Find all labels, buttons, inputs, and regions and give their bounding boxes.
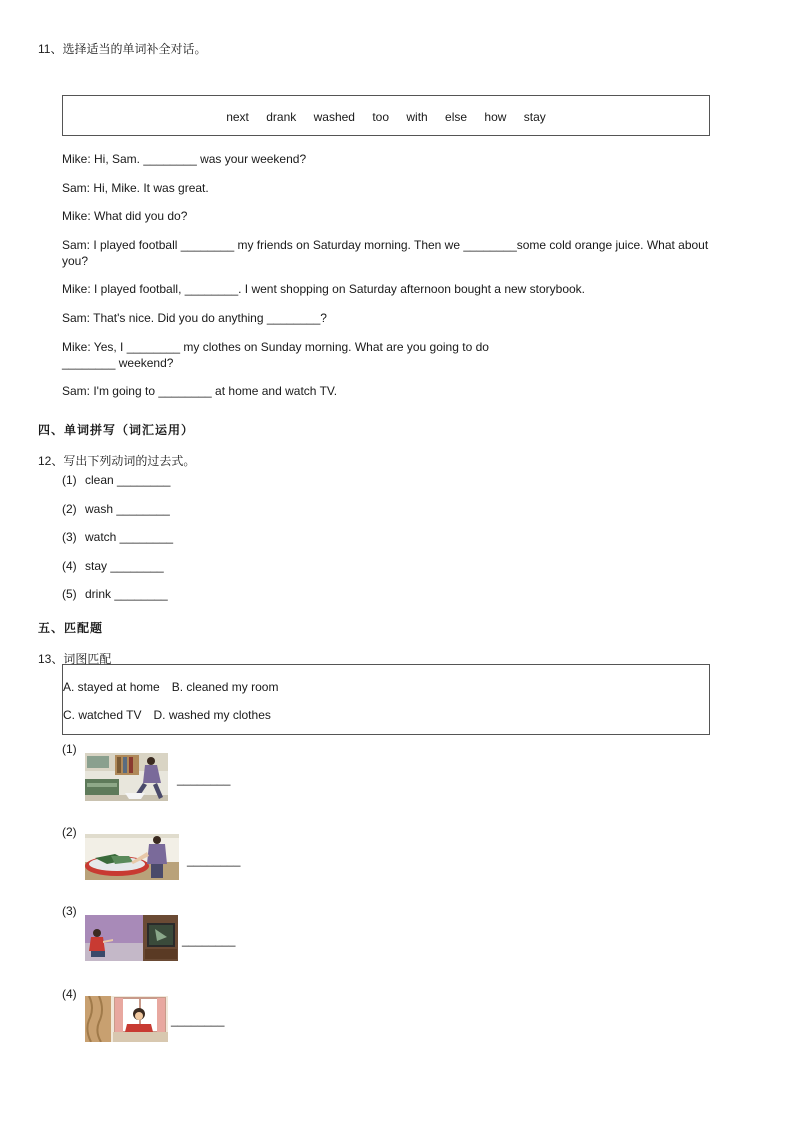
item-number: (3): [62, 530, 77, 544]
option-b: B. cleaned my room: [171, 680, 279, 694]
dialogue-line: Sam: Hi, Mike. It was great.: [62, 181, 209, 195]
option-c: C. watched TV: [63, 708, 142, 722]
word-bank-item: next: [226, 110, 249, 124]
options-row: [63, 708, 271, 722]
dialogue-line: Mike: Hi, Sam. ________ was your weekend?: [62, 152, 307, 166]
word-bank-item: how: [484, 110, 507, 124]
item-number: (4): [62, 559, 77, 573]
word-bank: [63, 110, 709, 124]
section-4-title: 四、单词拼写（词汇运用）: [38, 423, 195, 437]
q13-title: 13、词图匹配: [38, 652, 112, 666]
picture-stayed-at-home: [85, 996, 168, 1042]
word-bank-item: else: [445, 110, 468, 124]
word-bank-box: [62, 95, 710, 136]
picture-cleaning-room: [85, 753, 168, 801]
item-number: (2): [62, 825, 77, 839]
option-a: A. stayed at home: [63, 680, 160, 694]
item-number: (3): [62, 904, 77, 918]
options-row: [63, 680, 278, 694]
section-5-title: 五、匹配题: [38, 621, 104, 635]
dialogue-line: Mike: I played football, ________. I went shopping on Saturday afternoon bought a new storybook.: [62, 282, 586, 296]
dialogue-line: Mike: What did you do?: [62, 209, 188, 223]
option-d: D. washed my clothes: [153, 708, 271, 722]
verb-item: watch ________: [85, 530, 174, 544]
answer-blank[interactable]: ________: [182, 933, 236, 947]
word-bank-item: drank: [266, 110, 297, 124]
dialogue-line: Mike: Yes, I ________ my clothes on Sunday morning. What are you going to do ________ weekend?: [62, 340, 489, 370]
picture-washing-clothes: [85, 834, 179, 880]
dialogue-line: Sam: I played football ________ my friends on Saturday morning. Then we ________some cold orange juice. What about you?: [62, 238, 709, 268]
options-box: [62, 664, 710, 735]
item-number: (1): [62, 742, 77, 756]
q11-title: 11、选择适当的单词补全对话。: [38, 42, 207, 56]
item-number: (1): [62, 473, 77, 487]
verb-item: stay ________: [85, 559, 164, 573]
q12-title: 12、写出下列动词的过去式。: [38, 454, 196, 468]
word-bank-item: washed: [313, 110, 355, 124]
answer-blank[interactable]: ________: [171, 1013, 225, 1027]
dialogue-line: Sam: I'm going to ________ at home and watch TV.: [62, 384, 338, 398]
item-number: (2): [62, 502, 77, 516]
verb-item: clean ________: [85, 473, 171, 487]
word-bank-item: stay: [523, 110, 546, 124]
item-number: (5): [62, 587, 77, 601]
word-bank-item: too: [372, 110, 390, 124]
answer-blank[interactable]: ________: [177, 772, 231, 786]
dialogue-line: Sam: That's nice. Did you do anything ________?: [62, 311, 327, 325]
answer-blank[interactable]: ________: [187, 853, 241, 867]
item-number: (4): [62, 987, 77, 1001]
verb-item: drink ________: [85, 587, 168, 601]
picture-watching-tv: [85, 915, 178, 961]
word-bank-item: with: [406, 110, 428, 124]
verb-item: wash ________: [85, 502, 170, 516]
